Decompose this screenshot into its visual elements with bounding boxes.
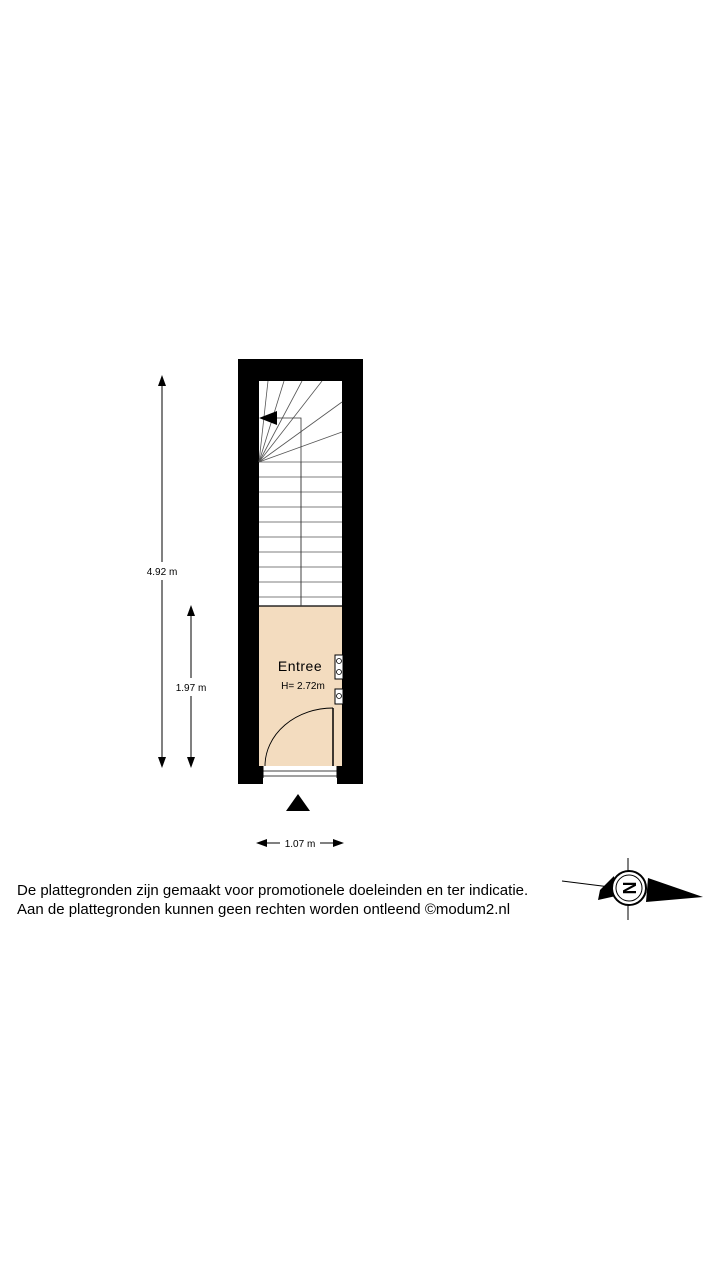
- stair-winder: [259, 432, 342, 462]
- arrow-head-icon: [187, 605, 195, 616]
- entrance-arrow-icon: [286, 794, 310, 811]
- dimension-label: 1.07 m: [284, 839, 316, 850]
- wall-left: [238, 359, 259, 784]
- stair-winder: [259, 381, 268, 462]
- stair-walk-line: [268, 418, 301, 606]
- stair-direction-arrow: [259, 411, 277, 425]
- disclaimer-line-2: Aan de plattegronden kunnen geen rechten worden ontleend ©modum2.nl: [17, 901, 511, 918]
- disclaimer-line-1: De plattegronden zijn gemaakt voor promotionele doeleinden en ter indicatie.: [17, 882, 529, 899]
- dimension-total-length: [147, 375, 178, 768]
- arrow-head-icon: [333, 839, 344, 847]
- compass-icon: [562, 858, 703, 920]
- dimension-room-length: [176, 605, 207, 768]
- arrow-head-icon: [187, 757, 195, 768]
- arrow-head-icon: [256, 839, 267, 847]
- dimension-width: [256, 839, 344, 850]
- wall-right: [342, 359, 363, 784]
- dimension-label: 4.92 m: [146, 567, 178, 578]
- dimension-label: 1.97 m: [175, 683, 207, 694]
- room-name: Entree: [277, 658, 323, 674]
- stair-winder: [259, 402, 342, 462]
- radiator-group: [335, 655, 343, 704]
- compass-needle: [646, 878, 703, 902]
- wall-bottom-left: [238, 766, 263, 784]
- wall-bottom-right: [337, 766, 363, 784]
- disclaimer: [17, 881, 577, 919]
- compass-letter: N: [620, 881, 640, 895]
- arrow-head-icon: [158, 757, 166, 768]
- arrow-head-icon: [158, 375, 166, 386]
- room-height: H= 2.72m: [281, 681, 325, 692]
